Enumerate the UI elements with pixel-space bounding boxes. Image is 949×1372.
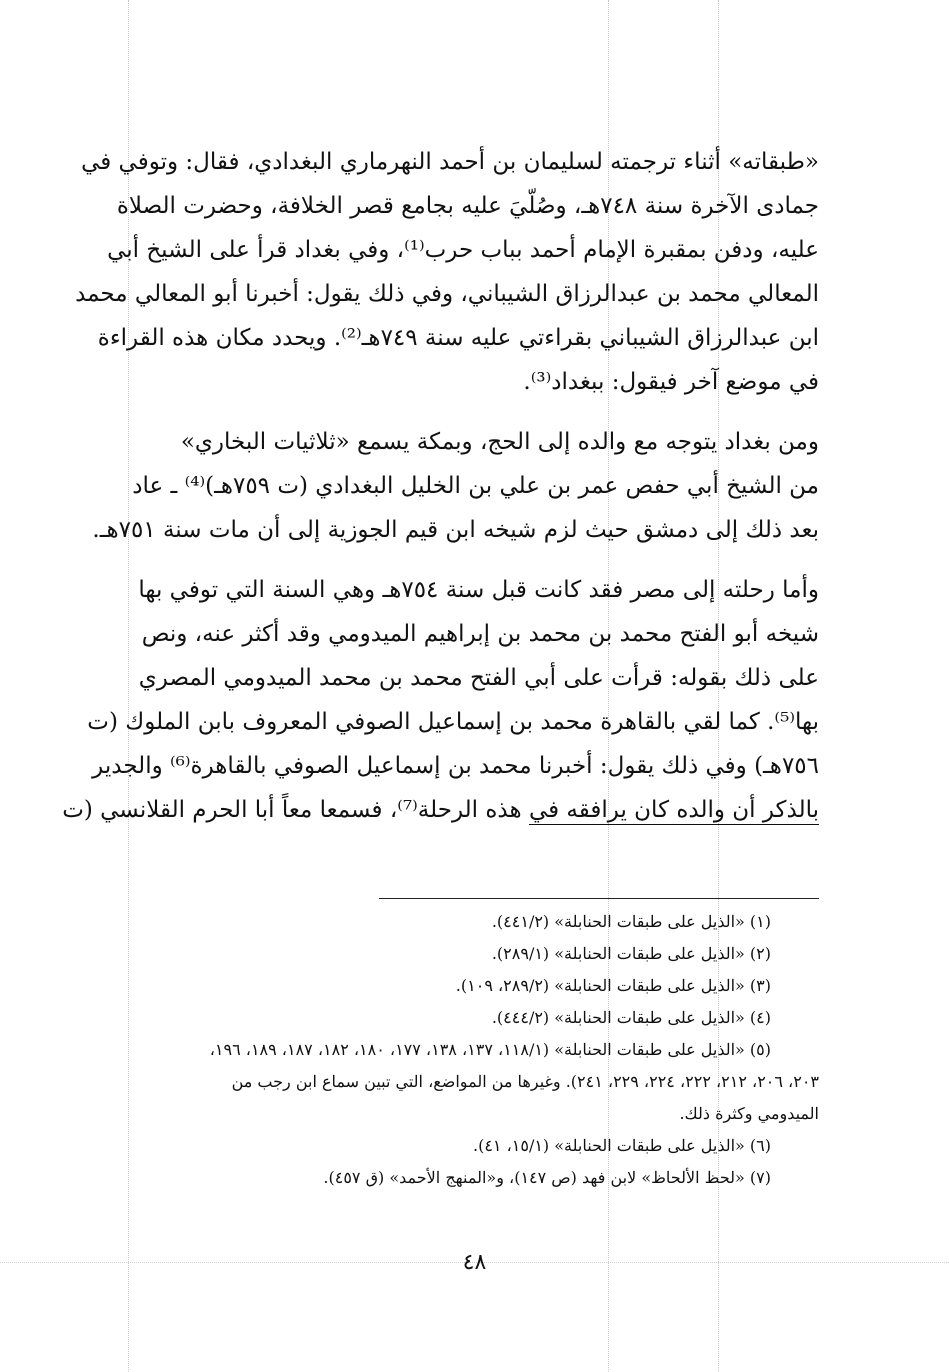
text-line: ومن بغداد يتوجه مع والده إلى الحج، وبمكة يسمع «ثلاثيات البخاري» xyxy=(180,429,819,455)
text-line: عليه، ودفن بمقبرة الإمام أحمد بباب حرب⁽¹⁾، وفي بغداد قرأ على الشيخ أبي xyxy=(107,237,819,263)
underlined-text: بالذكر أن والده كان يرافقه في xyxy=(528,797,819,823)
text-line: على ذلك بقوله: قرأت على أبي الفتح محمد بن محمد الميدومي المصري xyxy=(138,665,819,691)
text-line: «طبقاته» أثناء ترجمته لسليمان بن أحمد النهرماري البغدادي، فقال: وتوفي في xyxy=(81,149,819,175)
text-line: بها⁽⁵⁾. كما لقي بالقاهرة محمد بن إسماعيل الصوفي المعروف بابن الملوك (ت xyxy=(87,709,819,735)
footnote: (٣) «الذيل على طبقات الحنابلة» (٢٨٩/٢، ١٠٩). xyxy=(455,976,771,995)
footnotes xyxy=(119,906,819,1194)
text-line: في موضع آخر فيقول: ببغداد⁽³⁾. xyxy=(523,369,819,395)
footnote: (١) «الذيل على طبقات الحنابلة» (٤٤١/٢). xyxy=(491,912,771,931)
paragraph xyxy=(62,568,819,832)
footnote-separator xyxy=(379,898,819,899)
footnote-continuation: ٢٠٣، ٢٠٦، ٢١٢، ٢٢٢، ٢٢٤، ٢٢٩، ٢٤١). وغيرها من المواضع، التي تبين سماع ابن رجب من xyxy=(231,1072,819,1091)
text-line: المعالي محمد بن عبدالرزاق الشيباني، وفي ذلك يقول: أخبرنا أبو المعالي محمد xyxy=(75,281,819,307)
text-line: جمادى الآخرة سنة ٧٤٨هـ، وصُلّيَ عليه بجامع قصر الخلافة، وحضرت الصلاة xyxy=(116,193,819,219)
footnote-continuation: الميدومي وكثرة ذلك. xyxy=(679,1104,819,1123)
footnote: (٢) «الذيل على طبقات الحنابلة» (٢٨٩/١). xyxy=(491,944,771,963)
footnote: (٦) «الذيل على طبقات الحنابلة» (١٥/١، ٤١). xyxy=(472,1136,771,1155)
footnote: (٥) «الذيل على طبقات الحنابلة» (١١٨/١، ١٣٧، ١٣٨، ١٧٧، ١٨٠، ١٨٢، ١٨٧، ١٨٩، ١٩٦، xyxy=(209,1040,771,1059)
text-line xyxy=(62,788,819,832)
page-number: ٤٨ xyxy=(462,1250,487,1275)
paragraph xyxy=(92,420,819,552)
paragraph xyxy=(75,140,819,404)
text-line: من الشيخ أبي حفص عمر بن علي بن الخليل البغدادي (ت ٧٥٩هـ)⁽⁴⁾ ـ عاد xyxy=(132,473,819,499)
text-line: ابن عبدالرزاق الشيباني بقراءتي عليه سنة ٧٤٩هـ⁽²⁾. ويحدد مكان هذه القراءة xyxy=(97,325,819,351)
text-span: هذه الرحلة⁽⁷⁾، فسمعا معاً أبا الحرم القلانسي (ت xyxy=(62,797,529,823)
text-line: وأما رحلته إلى مصر فقد كانت قبل سنة ٧٥٤هـ وهي السنة التي توفي بها xyxy=(138,577,819,603)
main-text xyxy=(62,140,819,832)
text-line: بعد ذلك إلى دمشق حيث لزم شيخه ابن قيم الجوزية إلى أن مات سنة ٧٥١هـ. xyxy=(92,517,819,543)
footnote: (٤) «الذيل على طبقات الحنابلة» (٤٤٤/٢). xyxy=(491,1008,771,1027)
text-line: ٧٥٦هـ) وفي ذلك يقول: أخبرنا محمد بن إسماعيل الصوفي بالقاهرة⁽⁶⁾ والجدير xyxy=(92,753,819,779)
text-line: شيخه أبو الفتح محمد بن محمد بن إبراهيم الميدومي وقد أكثر عنه، ونص xyxy=(141,621,819,647)
footnote: (٧) «لحظ الألحاظ» لابن فهد (ص ١٤٧)، و«المنهج الأحمد» (ق ٤٥٧). xyxy=(323,1168,771,1187)
